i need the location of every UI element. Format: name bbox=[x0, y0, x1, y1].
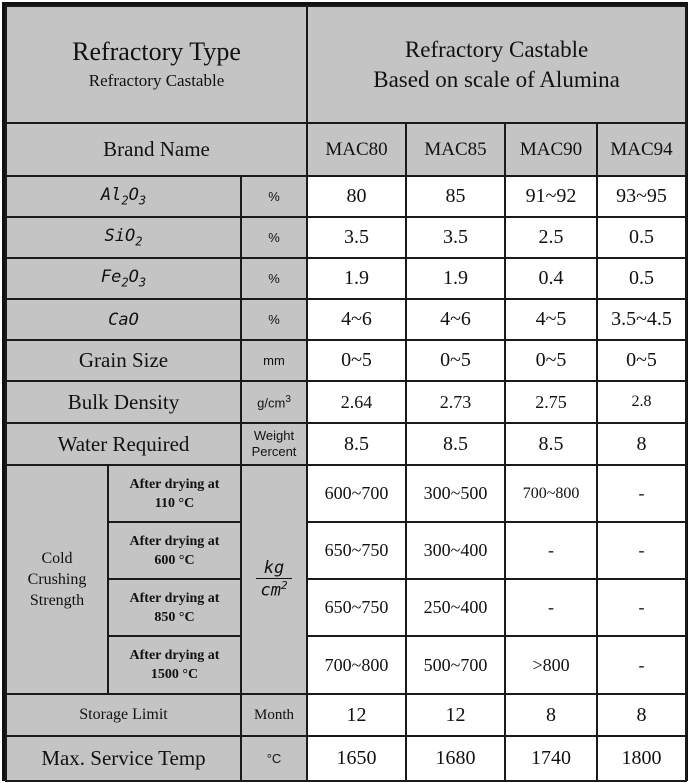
fe2o3-value: 1.9 bbox=[406, 258, 505, 299]
bulk-density-value: 2.73 bbox=[406, 381, 505, 423]
al2o3-label: $Al_2O_3$ bbox=[6, 176, 241, 217]
ccs-value: - bbox=[597, 579, 686, 636]
grain-size-value: 0~5 bbox=[406, 340, 505, 381]
fe2o3-value: 0.4 bbox=[505, 258, 597, 299]
max-service-temp-value: 1800 bbox=[597, 736, 686, 781]
ccs-value: - bbox=[505, 522, 597, 579]
fe2o3-value: 0.5 bbox=[597, 258, 686, 299]
ccs-value: - bbox=[597, 636, 686, 694]
sio2-value: 2.5 bbox=[505, 217, 597, 258]
water-required-unit: Weight Percent bbox=[241, 423, 307, 465]
table-row bbox=[6, 217, 686, 258]
table-row bbox=[6, 579, 686, 636]
water-required-value: 8.5 bbox=[307, 423, 406, 465]
bulk-density-value: 2.75 bbox=[505, 381, 597, 423]
ccs-value: 700~800 bbox=[307, 636, 406, 694]
brand-mac94: MAC94 bbox=[597, 123, 686, 176]
bulk-density-value: 2.8 bbox=[597, 381, 686, 423]
storage-limit-value: 8 bbox=[505, 694, 597, 736]
cao-value: 3.5~4.5 bbox=[597, 299, 686, 340]
max-service-temp-value: 1680 bbox=[406, 736, 505, 781]
table-row bbox=[6, 636, 686, 694]
grain-size-value: 0~5 bbox=[505, 340, 597, 381]
drying-condition-110: After drying at 110 °C bbox=[108, 465, 241, 522]
cao-value: 4~5 bbox=[505, 299, 597, 340]
refractory-desc-line1: Refractory Castable bbox=[404, 36, 589, 62]
ccs-value: 600~700 bbox=[307, 465, 406, 522]
drying-condition-600: After drying at 600 °C bbox=[108, 522, 241, 579]
water-required-value: 8.5 bbox=[505, 423, 597, 465]
bulk-density-unit: $g/cm^3$ bbox=[241, 381, 307, 423]
refractory-desc-line2: Based on scale of Alumina bbox=[373, 66, 620, 92]
storage-limit-label: Storage Limit bbox=[6, 694, 241, 736]
table-row bbox=[6, 465, 686, 522]
grain-size-label: Grain Size bbox=[6, 340, 241, 381]
sio2-unit: % bbox=[241, 217, 307, 258]
table-row bbox=[6, 258, 686, 299]
ccs-value: 700~800 bbox=[505, 465, 597, 522]
ccs-value: - bbox=[505, 579, 597, 636]
ccs-value: 650~750 bbox=[307, 579, 406, 636]
water-required-value: 8.5 bbox=[406, 423, 505, 465]
grain-size-value: 0~5 bbox=[597, 340, 686, 381]
brand-name-label: Brand Name bbox=[6, 123, 307, 176]
table-row bbox=[6, 694, 686, 736]
al2o3-value: 80 bbox=[307, 176, 406, 217]
table-row bbox=[6, 340, 686, 381]
max-service-temp-label: Max. Service Temp bbox=[6, 736, 241, 781]
cold-crushing-strength-label: Cold Crushing Strength bbox=[6, 465, 108, 694]
ccs-value: - bbox=[597, 522, 686, 579]
grain-size-unit: mm bbox=[241, 340, 307, 381]
table-row bbox=[6, 522, 686, 579]
table-row bbox=[6, 176, 686, 217]
drying-condition-850: After drying at 850 °C bbox=[108, 579, 241, 636]
cao-label: CaO bbox=[6, 299, 241, 340]
spec-table bbox=[5, 5, 687, 782]
cao-value: 4~6 bbox=[307, 299, 406, 340]
bulk-density-value: 2.64 bbox=[307, 381, 406, 423]
table-row bbox=[6, 299, 686, 340]
max-service-temp-unit: °C bbox=[241, 736, 307, 781]
table-row bbox=[6, 423, 686, 465]
sio2-value: 0.5 bbox=[597, 217, 686, 258]
al2o3-unit: % bbox=[241, 176, 307, 217]
fe2o3-unit: % bbox=[241, 258, 307, 299]
grain-size-value: 0~5 bbox=[307, 340, 406, 381]
ccs-value: - bbox=[597, 465, 686, 522]
brand-mac85: MAC85 bbox=[406, 123, 505, 176]
ccs-value: 300~400 bbox=[406, 522, 505, 579]
brand-mac80: MAC80 bbox=[307, 123, 406, 176]
refractory-type-title: Refractory Type bbox=[72, 36, 241, 66]
storage-limit-value: 8 bbox=[597, 694, 686, 736]
ccs-value: 250~400 bbox=[406, 579, 505, 636]
sio2-value: 3.5 bbox=[406, 217, 505, 258]
al2o3-value: 91~92 bbox=[505, 176, 597, 217]
ccs-value: 500~700 bbox=[406, 636, 505, 694]
ccs-value: 300~500 bbox=[406, 465, 505, 522]
drying-condition-1500: After drying at 1500 °C bbox=[108, 636, 241, 694]
cao-unit: % bbox=[241, 299, 307, 340]
al2o3-value: 93~95 bbox=[597, 176, 686, 217]
storage-limit-value: 12 bbox=[406, 694, 505, 736]
cao-value: 4~6 bbox=[406, 299, 505, 340]
table-row bbox=[6, 381, 686, 423]
refractory-type-subtitle: Refractory Castable bbox=[88, 70, 225, 90]
brand-mac90: MAC90 bbox=[505, 123, 597, 176]
refractory-type-header bbox=[6, 6, 307, 123]
max-service-temp-value: 1740 bbox=[505, 736, 597, 781]
bulk-density-label: Bulk Density bbox=[6, 381, 241, 423]
table-row bbox=[6, 736, 686, 781]
storage-limit-unit: Month bbox=[241, 694, 307, 736]
sio2-label: SiO$_2$ bbox=[6, 217, 241, 258]
fe2o3-value: 1.9 bbox=[307, 258, 406, 299]
ccs-value: >800 bbox=[505, 636, 597, 694]
al2o3-value: 85 bbox=[406, 176, 505, 217]
storage-limit-value: 12 bbox=[307, 694, 406, 736]
ccs-unit: $\frac{kg}{cm^2}$ bbox=[241, 465, 307, 694]
fe2o3-label: $Fe_2O_3$ bbox=[6, 258, 241, 299]
water-required-value: 8 bbox=[597, 423, 686, 465]
ccs-value: 650~750 bbox=[307, 522, 406, 579]
water-required-label: Water Required bbox=[6, 423, 241, 465]
sio2-value: 3.5 bbox=[307, 217, 406, 258]
refractory-desc-header bbox=[307, 6, 686, 123]
max-service-temp-value: 1650 bbox=[307, 736, 406, 781]
